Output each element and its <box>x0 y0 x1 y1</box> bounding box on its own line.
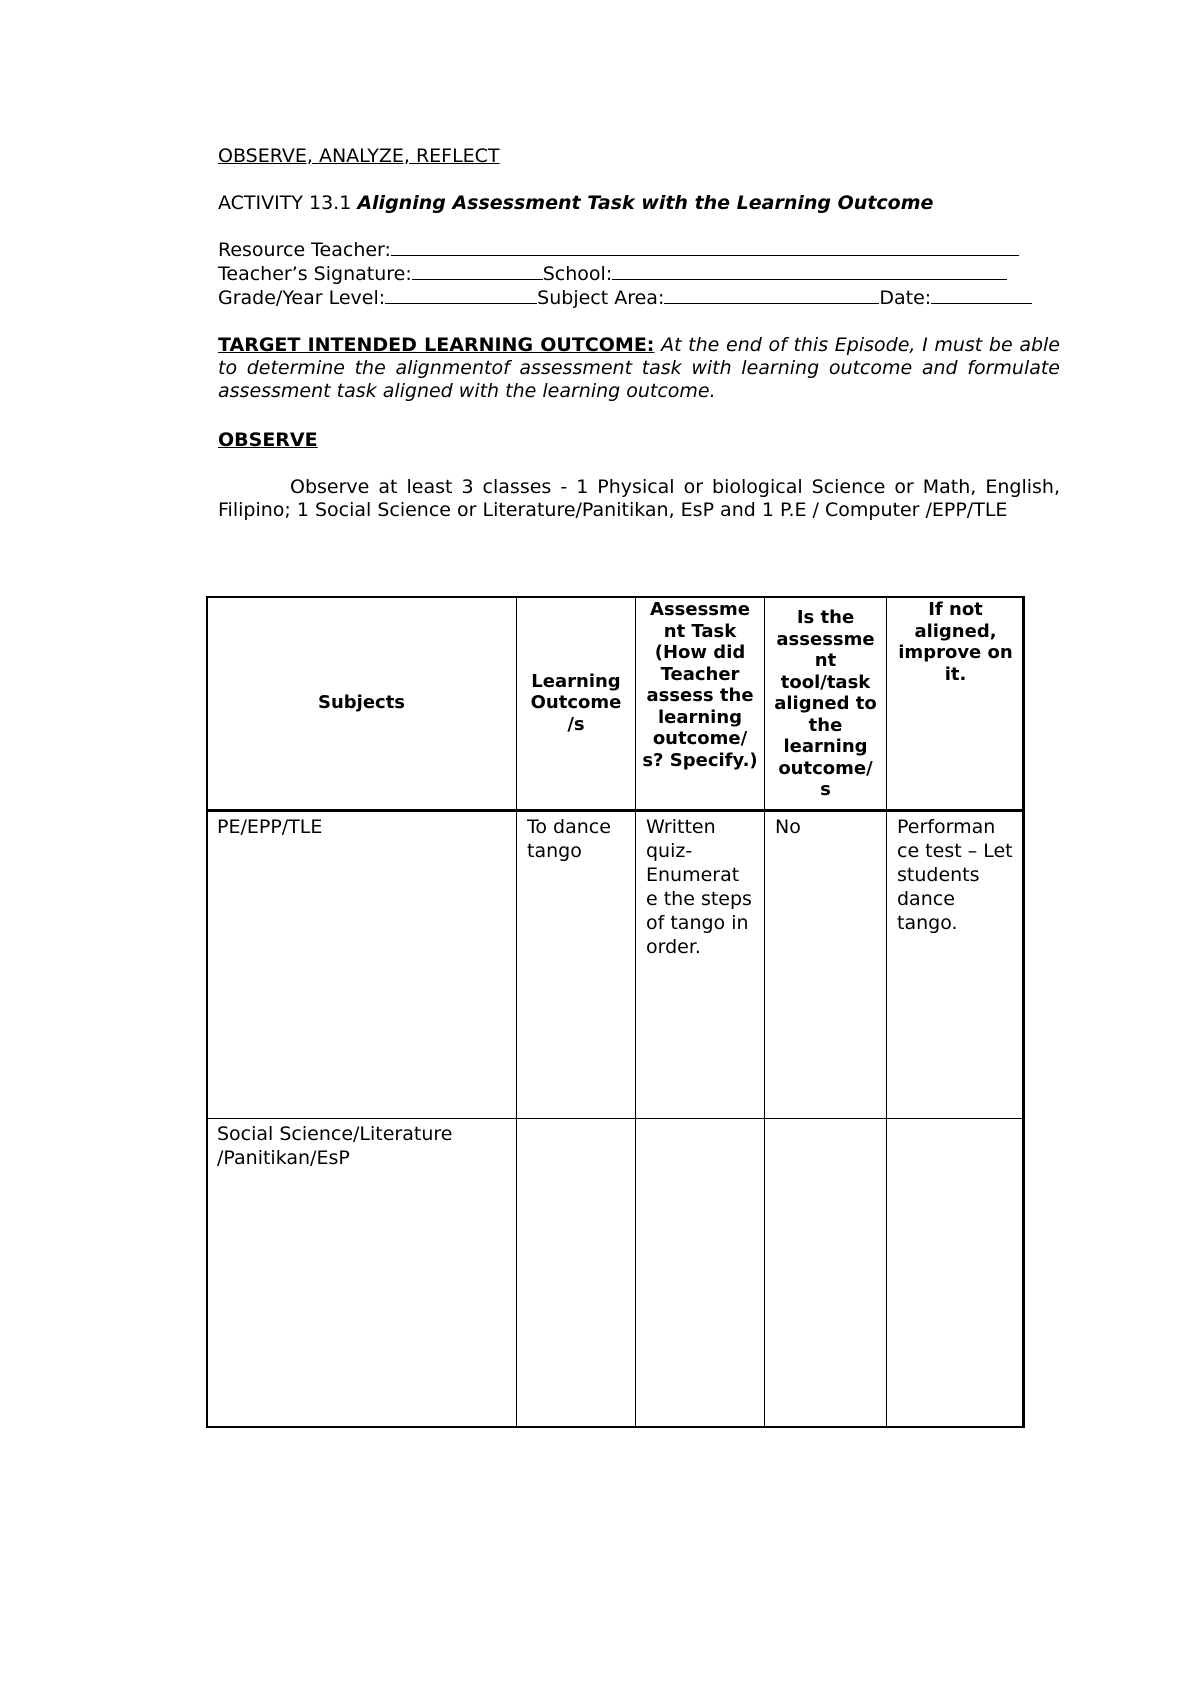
row2-aligned <box>765 1119 887 1428</box>
row2-assessment <box>636 1119 765 1428</box>
header-assessment-task: Assessme nt Task (How did Teacher assess the learning outcome/ s? Specify.) <box>636 597 765 811</box>
target-text: At the end of this Episode, I must be able to determine the alignmentof assessment task with learning outcome and formulate assessment task aligned with the learning outcome. <box>218 334 1060 402</box>
page-heading: OBSERVE, ANALYZE, REFLECT <box>218 145 500 167</box>
header-subjects: Subjects <box>207 597 517 811</box>
row2-subject: Social Science/Literature /Panitikan/EsP <box>207 1119 517 1428</box>
header-improve: If not aligned, improve on it. <box>887 597 1025 811</box>
observe-heading: OBSERVE <box>218 429 318 451</box>
alignment-table <box>206 596 1025 1428</box>
school-field[interactable] <box>612 278 1007 280</box>
grade-field[interactable] <box>385 302 537 304</box>
grade-label: Grade/Year Level: <box>218 287 386 309</box>
signature-field[interactable] <box>412 278 543 280</box>
row2-outcome <box>517 1119 636 1428</box>
activity-number: ACTIVITY 13.1 <box>218 192 352 214</box>
row1-subject: PE/EPP/TLE <box>207 810 517 1119</box>
activity-title <box>218 192 933 214</box>
row2-improve <box>887 1119 1025 1428</box>
date-label: Date: <box>879 287 932 309</box>
table-row <box>207 1119 1025 1428</box>
resource-teacher-row <box>218 239 1019 261</box>
signature-school-row <box>218 263 1007 285</box>
header-aligned: Is the assessme nt tool/task aligned to the learning outcome/ s <box>765 597 887 811</box>
school-label: School: <box>542 263 613 285</box>
activity-title-text: Aligning Assessment Task with the Learning Outcome <box>357 192 934 214</box>
table-header-row <box>207 597 1025 811</box>
resource-teacher-label: Resource Teacher: <box>218 239 391 261</box>
target-label: TARGET INTENDED LEARNING OUTCOME: <box>218 334 655 356</box>
date-field[interactable] <box>931 302 1032 304</box>
subject-label: Subject Area: <box>537 287 665 309</box>
row1-outcome: To dance tango <box>517 810 636 1119</box>
table-row <box>207 810 1025 1119</box>
header-learning-outcome: Learning Outcome /s <box>517 597 636 811</box>
row1-assessment: Written quiz- Enumerat e the steps of tango in order. <box>636 810 765 1119</box>
resource-teacher-field[interactable] <box>391 254 1019 256</box>
row1-improve: Performan ce test – Let students dance tango. <box>887 810 1025 1119</box>
subject-field[interactable] <box>664 302 879 304</box>
observe-instruction: Observe at least 3 classes - 1 Physical or biological Science or Math, English, Filipino; 1 Social Science or Literature/Panitikan, EsP and 1 P.E / Computer /EPP/TLE <box>218 476 1060 521</box>
target-outcome <box>218 334 1060 403</box>
signature-label: Teacher’s Signature: <box>218 263 412 285</box>
grade-subject-date-row <box>218 287 1032 309</box>
row1-aligned: No <box>765 810 887 1119</box>
